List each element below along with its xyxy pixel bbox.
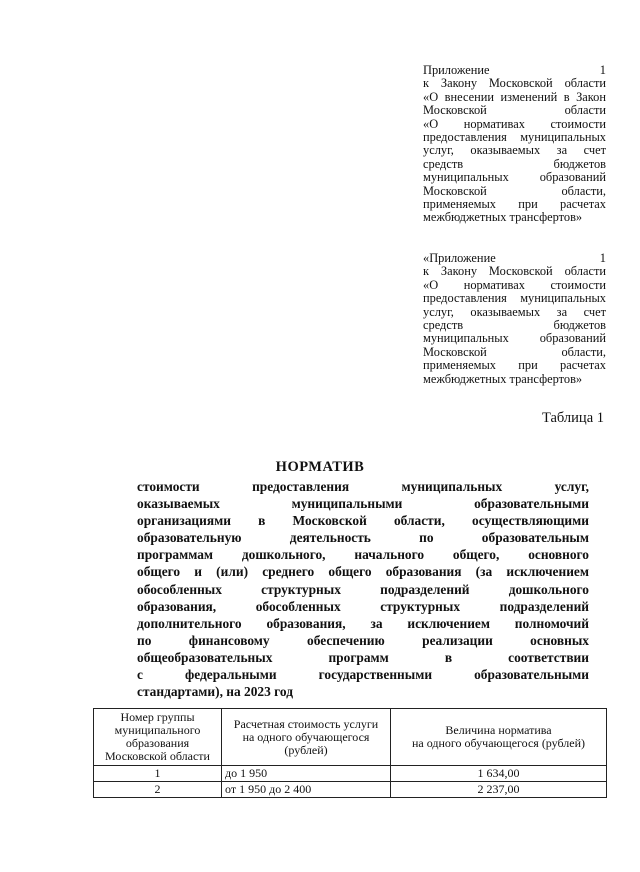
subtitle-line: программам дошкольного, начального общего, основного: [137, 547, 589, 563]
header-line: Расчетная стоимость услуги: [233, 716, 379, 731]
document-title: НОРМАТИВ: [275, 459, 365, 475]
group-number-cell: 2: [94, 782, 222, 798]
group-number-cell: 1: [94, 766, 222, 782]
norm-table: [93, 708, 607, 798]
header-norm-value: [391, 709, 607, 766]
appendix-2-line: «О нормативах стоимости: [423, 277, 606, 292]
appendix-1-line: «О нормативах стоимости: [423, 116, 606, 131]
appendix-1-line: «О внесении изменений в Закон: [423, 89, 606, 104]
subtitle-line: оказываемых муниципальными образовательными: [137, 496, 589, 512]
header-line: (рублей): [284, 742, 328, 757]
subtitle-line: образования, обособленных структурных подразделений: [137, 598, 589, 614]
subtitle-line: по финансовому обеспечению реализации основных: [137, 632, 589, 648]
appendix-1-line: предоставления муниципальных: [423, 130, 606, 145]
subtitle-line: общеобразовательных программ в соответствии: [137, 649, 589, 665]
header-line: Номер группы: [120, 710, 195, 724]
subtitle-line: образовательную деятельность по образовательным: [137, 530, 589, 546]
header-cost: [222, 709, 391, 766]
appendix-note-2: [423, 252, 606, 386]
appendix-2-line: средств бюджетов: [423, 318, 606, 333]
appendix-2-line: межбюджетных трансфертов»: [423, 371, 583, 386]
table-row: [94, 766, 607, 782]
appendix-2-line: к Закону Московской области: [423, 264, 606, 279]
cost-cell: до 1 950: [222, 766, 391, 782]
header-line: муниципального: [114, 723, 201, 737]
subtitle-line: организациями в Московской области, осуществляющими: [137, 513, 589, 529]
appendix-2-line: «Приложение 1: [423, 251, 606, 265]
header-line: на одного обучающегося: [242, 729, 370, 744]
appendix-1-line: к Закону Московской области: [423, 76, 606, 91]
subtitle-line: стандартами), на 2023 год: [137, 684, 293, 700]
subtitle-line: дополнительного образования, за исключением полномочий: [137, 615, 589, 631]
appendix-1-line: Московской области,: [423, 183, 606, 198]
appendix-2-line: применяемых при расчетах: [423, 358, 606, 373]
appendix-2-line: предоставления муниципальных: [423, 291, 606, 306]
header-line: Величина норматива: [445, 723, 552, 737]
appendix-2-line: муниципальных образований: [423, 331, 606, 346]
subtitle-line: обособленных структурных подразделений дошкольного: [137, 581, 589, 597]
header-line: образования: [125, 736, 190, 750]
appendix-1-line: средств бюджетов: [423, 156, 606, 171]
appendix-1-line: Московской области: [423, 103, 606, 118]
subtitle-line: с федеральными государственными образовательными: [137, 667, 589, 683]
table-header-row: [94, 709, 607, 766]
norm-value-cell: 2 237,00: [391, 782, 607, 798]
appendix-1-line: муниципальных образований: [423, 170, 606, 185]
header-group-number: [94, 709, 222, 766]
header-line: Московской области: [105, 749, 210, 763]
appendix-2-line: Московской области,: [423, 344, 606, 359]
appendix-1-line: услуг, оказываемых за счет: [423, 143, 606, 158]
appendix-note-1: [423, 64, 606, 225]
subtitle-line: стоимости предоставления муниципальных услуг,: [137, 479, 589, 494]
appendix-1-line: межбюджетных трансфертов»: [423, 210, 583, 225]
appendix-1-line: применяемых при расчетах: [423, 197, 606, 212]
appendix-1-line: Приложение 1: [423, 63, 606, 77]
table-label: Таблица 1: [541, 410, 604, 426]
header-line: на одного обучающегося (рублей): [411, 736, 586, 750]
table-row: [94, 782, 607, 798]
cost-cell: от 1 950 до 2 400: [222, 782, 391, 798]
appendix-2-line: услуг, оказываемых за счет: [423, 304, 606, 319]
document-subtitle: [137, 478, 589, 700]
norm-value-cell: 1 634,00: [391, 766, 607, 782]
subtitle-line: общего и (или) среднего общего образования (за исключением: [137, 564, 589, 580]
